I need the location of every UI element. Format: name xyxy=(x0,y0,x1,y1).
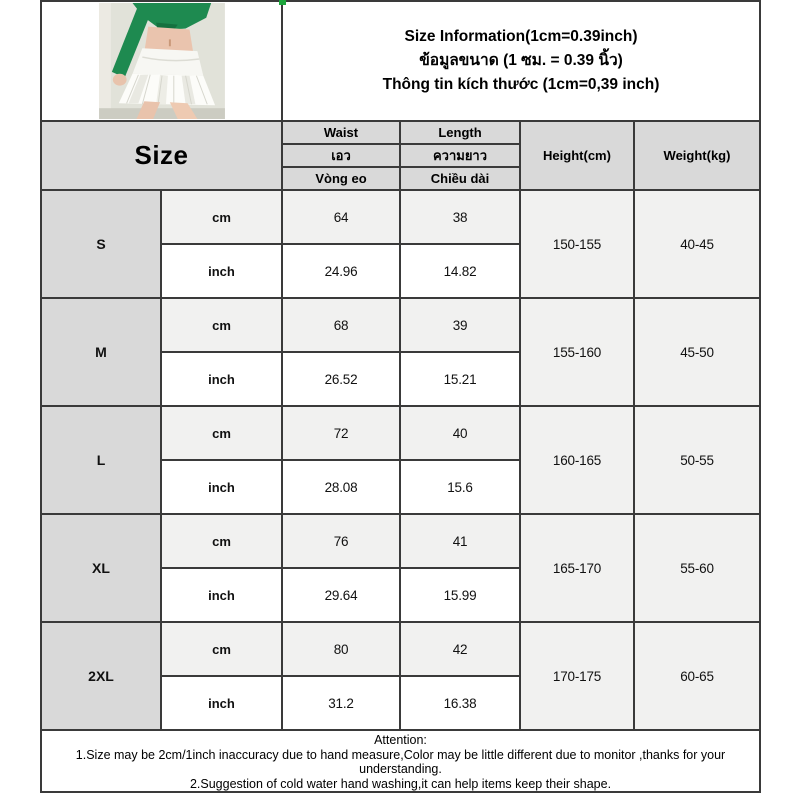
length-inch-value-m: 15.21 xyxy=(400,352,520,406)
length-inch-value-xl: 15.99 xyxy=(400,568,520,622)
length-inch-value-2xl: 16.38 xyxy=(400,676,520,730)
weight-header: Weight(kg) xyxy=(634,121,760,190)
attention-heading: Attention: xyxy=(374,733,427,747)
unit-label-inch: inch xyxy=(161,676,282,730)
height-range-2xl: 170-175 xyxy=(520,622,634,730)
waist-header-vi: Vòng eo xyxy=(282,167,400,190)
unit-label-cm: cm xyxy=(161,622,282,676)
unit-label-cm: cm xyxy=(161,514,282,568)
attention-note-2: 2.Suggestion of cold water hand washing,it can help items keep their shape. xyxy=(189,776,612,791)
product-image-cell xyxy=(41,1,282,121)
green-artifact xyxy=(279,0,286,5)
length-inch-value-s: 14.82 xyxy=(400,244,520,298)
size-column-header: Size xyxy=(41,121,282,190)
weight-range-m: 45-50 xyxy=(634,298,760,406)
attention-note-1: 1.Size may be 2cm/1inch inaccuracy due to hand measure,Color may be little different due to monitor ,thanks for your understanding. xyxy=(75,747,726,776)
weight-range-xl: 55-60 xyxy=(634,514,760,622)
title-cell xyxy=(282,1,760,121)
title-vi: Thông tin kích thước (1cm=0,39 inch) xyxy=(382,76,660,93)
length-header-th: ความยาว xyxy=(400,144,520,167)
size-label-2xl: 2XL xyxy=(41,622,161,730)
height-header: Height(cm) xyxy=(520,121,634,190)
length-cm-value-m: 39 xyxy=(400,298,520,352)
waist-inch-value-2xl: 31.2 xyxy=(282,676,400,730)
unit-label-inch: inch xyxy=(161,460,282,514)
size-label-m: M xyxy=(41,298,161,406)
attention-section xyxy=(41,730,760,792)
waist-inch-value-l: 28.08 xyxy=(282,460,400,514)
weight-range-2xl: 60-65 xyxy=(634,622,760,730)
size-table xyxy=(40,0,761,793)
height-range-s: 150-155 xyxy=(520,190,634,298)
length-header-en: Length xyxy=(400,121,520,144)
waist-cm-value-s: 64 xyxy=(282,190,400,244)
waist-cm-value-m: 68 xyxy=(282,298,400,352)
waist-inch-value-m: 26.52 xyxy=(282,352,400,406)
unit-label-inch: inch xyxy=(161,568,282,622)
waist-header-th: เอว xyxy=(282,144,400,167)
waist-header-en: Waist xyxy=(282,121,400,144)
product-photo xyxy=(98,3,226,119)
weight-range-l: 50-55 xyxy=(634,406,760,514)
unit-label-cm: cm xyxy=(161,406,282,460)
size-label-l: L xyxy=(41,406,161,514)
waist-cm-value-l: 72 xyxy=(282,406,400,460)
length-cm-value-s: 38 xyxy=(400,190,520,244)
unit-label-cm: cm xyxy=(161,298,282,352)
length-inch-value-l: 15.6 xyxy=(400,460,520,514)
weight-range-s: 40-45 xyxy=(634,190,760,298)
length-cm-value-2xl: 42 xyxy=(400,622,520,676)
title-en: Size Information(1cm=0.39inch) xyxy=(404,28,638,45)
waist-cm-value-xl: 76 xyxy=(282,514,400,568)
size-label-xl: XL xyxy=(41,514,161,622)
waist-cm-value-2xl: 80 xyxy=(282,622,400,676)
title-th: ข้อมูลขนาด (1 ซม. = 0.39 นิ้ว) xyxy=(419,52,623,69)
height-range-l: 160-165 xyxy=(520,406,634,514)
waist-inch-value-xl: 29.64 xyxy=(282,568,400,622)
waist-inch-value-s: 24.96 xyxy=(282,244,400,298)
length-cm-value-xl: 41 xyxy=(400,514,520,568)
unit-label-inch: inch xyxy=(161,352,282,406)
height-range-xl: 165-170 xyxy=(520,514,634,622)
length-header-vi: Chiều dài xyxy=(400,167,520,190)
unit-label-inch: inch xyxy=(161,244,282,298)
length-cm-value-l: 40 xyxy=(400,406,520,460)
height-range-m: 155-160 xyxy=(520,298,634,406)
size-label-s: S xyxy=(41,190,161,298)
unit-label-cm: cm xyxy=(161,190,282,244)
